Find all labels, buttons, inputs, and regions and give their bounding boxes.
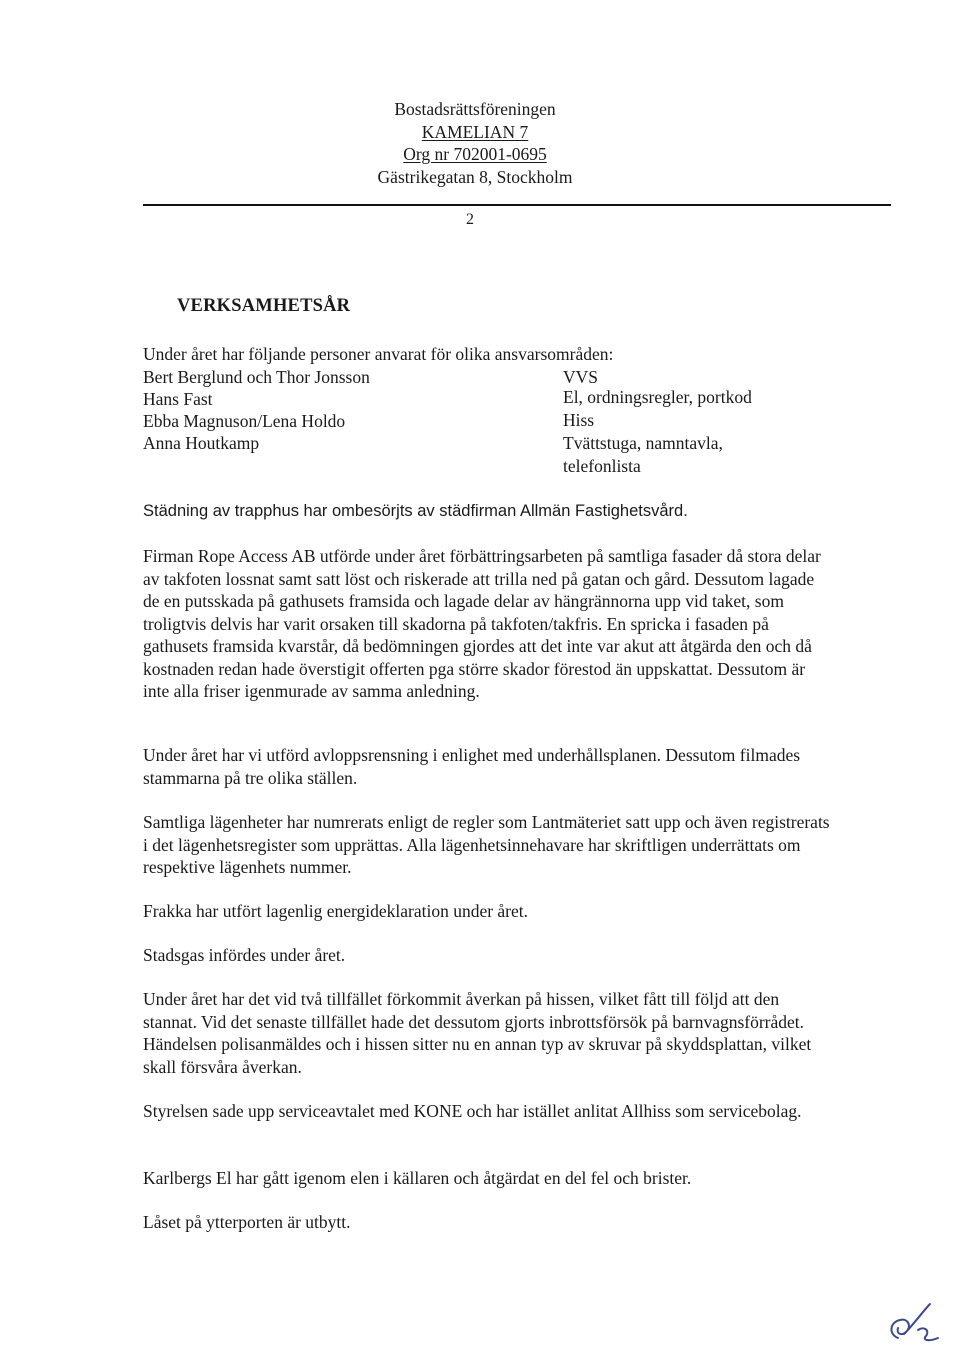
- section-heading: VERKSAMHETSÅR: [177, 296, 351, 316]
- responsibility-area: El, ordningsregler, portkod: [563, 387, 752, 407]
- header-rule: [143, 204, 891, 206]
- paragraph-energy-declaration: Frakka har utfört lagenlig energideklaration under året.: [143, 901, 529, 921]
- org-number: Org nr 702001-0695: [403, 144, 547, 164]
- responsibility-person: Bert Berglund och Thor Jonsson: [143, 367, 370, 387]
- paragraph-electrical: Karlbergs El har gått igenom elen i källaren och åtgärdat en del fel och brister.: [143, 1168, 692, 1188]
- paragraph-drain-cleaning: Under året har vi utförd avloppsrensning i enlighet med underhållsplanen. Dessutom filmades stammarna på tre olika ställen.: [143, 745, 801, 788]
- responsibility-area: Tvättstuga, namntavla,: [563, 433, 723, 453]
- responsibility-area: Hiss: [563, 410, 595, 430]
- paragraph-apartment-numbering: Samtliga lägenheter har numrerats enligt de regler som Lantmäteriet satt upp och även registrerats i det lägenhetsregister som upprättas. Alla lägenhetsinnehavare har skriftligen underrättats om respektive lägenhets nummer.: [143, 812, 830, 877]
- responsibility-person: Ebba Magnuson/Lena Holdo: [143, 411, 346, 431]
- cleaning-note: Städning av trapphus har ombesörjts av städfirman Allmän Fastighetsvård.: [143, 502, 688, 520]
- address: Gästrikegatan 8, Stockholm: [377, 166, 573, 187]
- responsibility-person: Anna Houtkamp: [143, 433, 260, 453]
- page-number: 2: [466, 211, 474, 228]
- handwritten-initials: [884, 1300, 944, 1348]
- responsibility-area-continued: telefonlista: [563, 456, 641, 476]
- paragraph-service-contract: Styrelsen sade upp serviceavtalet med KONE och har istället anlitat Allhiss som servicebolag.: [143, 1101, 802, 1121]
- association-name: KAMELIAN 7: [421, 121, 529, 142]
- paragraph-facade-repairs: Firman Rope Access AB utförde under året förbättringsarbeten på samtliga fasader då stora delar av takfoten lossnat samt satt löst och riskerade att trilla ned på gatan och gård. Dessutom lagade de en putsskada på gathusets framsida och lagade delar av hängrännorna upp vid taket, som troligtvis delvis har varit orsaken till skadorna på takfoten/takfris. En spricka i fasaden på gathusets framsida kvarstår, då bedömningen gjordes att det inte var akut att åtgärda den och då kostnaden redan hade överstigit offerten pga större skador förestod än uppskattat. Dessutom är inte alla friser igenmurade av samma anledning.: [143, 546, 821, 701]
- intro-text: Under året har följande personer anvarat för olika ansvarsområden:: [143, 344, 614, 364]
- responsibility-area: VVS: [563, 367, 599, 387]
- paragraph-door-lock: Låset på ytterporten är utbytt.: [143, 1212, 351, 1232]
- paragraph-city-gas: Stadsgas infördes under året.: [143, 945, 346, 965]
- letterhead: [300, 98, 650, 188]
- paragraph-elevator-vandalism: Under året har det vid två tillfället förkommit åverkan på hissen, vilket fått till följd att den stannat. Vid det senaste tillfället hade det dessutom gjorts inbrottsförsök på barnvagnsförrådet. Händelsen polisanmäldes och i hissen sitter nu en annan typ av skruvar på skyddsplattan, vilket skall försvåra åverkan.: [143, 989, 812, 1077]
- responsibility-person: Hans Fast: [143, 389, 213, 409]
- association-label: Bostadsrättsföreningen: [394, 99, 556, 119]
